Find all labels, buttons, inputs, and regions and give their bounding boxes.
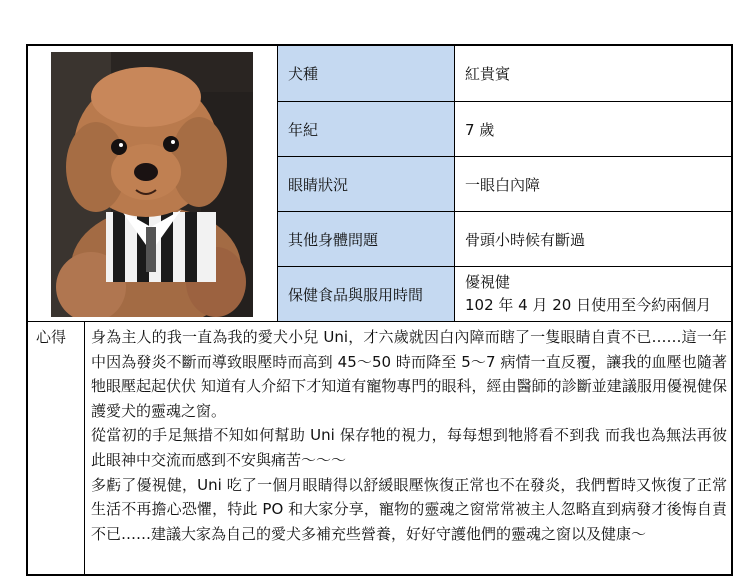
supplement-name: 優視健 — [465, 273, 511, 291]
row-other-issues — [278, 212, 733, 267]
label-age: 年紀 — [278, 102, 455, 157]
xinde-paragraph: 從當初的手足無措不知如何幫助 Uni 保存牠的視力，每每想到牠將看不到我 而我也為無法再彼此眼神中交流而感到不安與痛苦～～～ — [91, 426, 727, 469]
xinde-label: 心得 — [28, 322, 85, 574]
row-eye-condition — [278, 157, 733, 212]
row-breed — [278, 46, 733, 102]
supplement-duration: 102 年 4 月 20 日使用至今約兩個月 — [465, 296, 712, 314]
label-breed: 犬種 — [278, 46, 455, 102]
value-eye-condition: 一眼白內障 — [455, 157, 733, 212]
photo-cell — [28, 46, 278, 322]
value-supplement — [455, 267, 733, 322]
value-other-issues: 骨頭小時候有斷過 — [455, 212, 733, 267]
row-supplement — [278, 267, 733, 322]
xinde-paragraph: 多虧了優視健，Uni 吃了一個月眼睛得以舒緩眼壓恢復正常也不在發炎，我們暫時又恢復了正常生活不再擔心恐懼，特此 PO 和大家分享，寵物的靈魂之窗常常被主人忽略直到病發才後悔自責不已……建議大家為自己的愛犬多補充些營養，好好守護他們的靈魂之窗以及健康～ — [91, 475, 727, 543]
row-age — [278, 102, 733, 157]
pet-info-table — [26, 44, 733, 576]
xinde-paragraph: 身為主人的我一直為我的愛犬小兒 Uni，才六歲就因白內障而瞎了一隻眼睛自責不已……這一年中因為發炎不斷而導致眼壓時而高到 45～50 時而降至 5～7 病情一直反覆，讓我的血壓也隨著牠眼壓起起伏伏 知道有人介紹下才知道有寵物專門的眼科，經由醫師的診斷並建議服用優視健保護愛犬的靈魂之窗。 — [91, 328, 727, 420]
xinde-text — [85, 322, 733, 574]
label-supplement: 保健食品與服用時間 — [278, 267, 455, 322]
dog-photo — [51, 52, 253, 317]
value-breed: 紅貴賓 — [455, 46, 733, 102]
label-other-issues: 其他身體問題 — [278, 212, 455, 267]
value-age: 7 歲 — [455, 102, 733, 157]
label-eye-condition: 眼睛狀況 — [278, 157, 455, 212]
